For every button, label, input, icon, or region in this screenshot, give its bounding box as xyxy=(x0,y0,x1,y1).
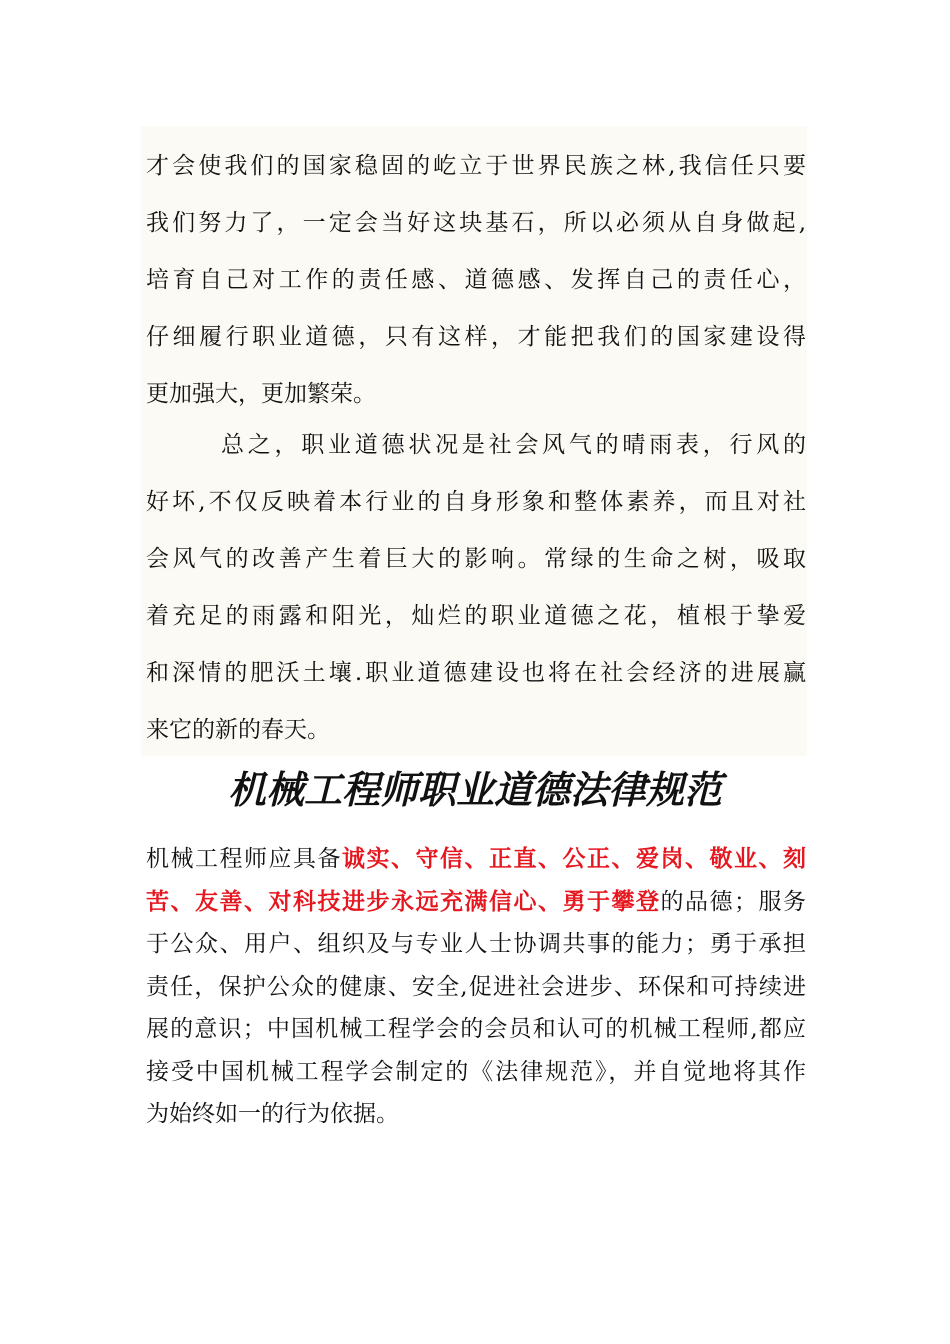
text-line: 好坏,不仅反映着本行业的自身形象和整体素养，而且对社 xyxy=(146,489,806,515)
text-line: 和深情的肥沃土壤.职业道德建设也将在社会经济的进展赢 xyxy=(146,660,806,686)
text-run: 的品德；服务 xyxy=(660,888,806,915)
text-line xyxy=(146,838,806,881)
text-line: 更加强大，更加繁荣。 xyxy=(146,381,376,407)
paragraph-conclusion-part1 xyxy=(146,138,806,423)
section-title: 机械工程师职业道德法律规范 xyxy=(227,767,722,812)
highlighted-virtues: 苦、友善、对科技进步永远充满信心、勇于攀登 xyxy=(146,887,661,915)
text-line: 才会使我们的国家稳固的屹立于世界民族之林,我信任只要 xyxy=(146,153,806,179)
text-line: 展的意识；中国机械工程学会的会员和认可的机械工程师,都应 xyxy=(146,1016,806,1042)
paragraph-engineer-ethics xyxy=(146,838,806,1136)
text-line: 仔细履行职业道德，只有这样，才能把我们的国家建设得 xyxy=(146,324,806,350)
text-line: 接受中国机械工程学会制定的《法律规范》，并自觉地将其作 xyxy=(146,1058,806,1085)
highlighted-virtues: 诚实、守信、正直、公正、爱岗、敬业、刻 xyxy=(342,845,806,872)
text-line: 来它的新的春天。 xyxy=(146,717,330,743)
text-line xyxy=(146,881,806,924)
text-line: 会风气的改善产生着巨大的影响。常绿的生命之树，吸取 xyxy=(146,546,806,572)
paragraph-summary xyxy=(146,417,806,759)
text-line: 总之，职业道德状况是社会风气的晴雨表，行风的 xyxy=(221,432,806,458)
text-line: 于公众、用户、组织及与专业人士协调共事的能力；勇于承担 xyxy=(146,931,806,957)
text-line: 我们努力了，一定会当好这块基石，所以必须从自身做起, xyxy=(146,210,806,236)
text-line: 培育自己对工作的责任感、道德感、发挥自己的责任心， xyxy=(146,267,806,293)
text-line: 为始终如一的行为依据。 xyxy=(146,1101,399,1127)
text-run: 机械工程师应具备 xyxy=(146,846,342,872)
text-line: 责任，保护公众的健康、安全,促进社会进步、环保和可持续进 xyxy=(146,973,806,1000)
text-line: 着充足的雨露和阳光，灿烂的职业道德之花，植根于挚爱 xyxy=(146,603,806,629)
